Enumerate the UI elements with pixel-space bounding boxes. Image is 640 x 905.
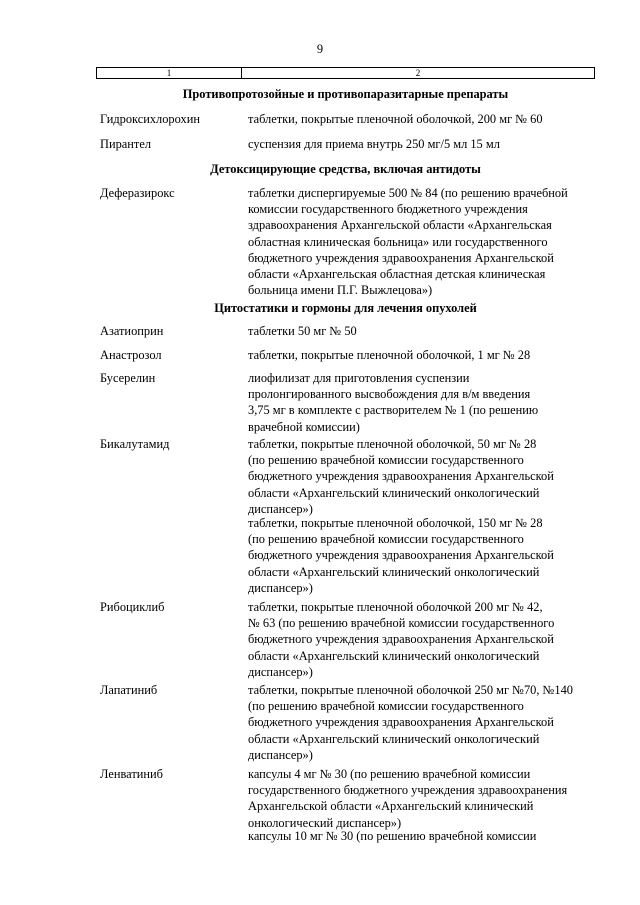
page-number: 9 [316, 42, 324, 56]
description-line: (по решению врачебной комиссии государственного [248, 453, 524, 468]
column-header-1: 1 [97, 68, 242, 78]
description-line: таблетки, покрытые пленочной оболочкой 250 мг №70, №140 [248, 683, 573, 697]
drug-description [248, 347, 600, 363]
description-line: области «Архангельский клинический онкологический [248, 731, 540, 746]
description-line: капсулы 10 мг № 30 (по решению врачебной комиссии [248, 829, 537, 843]
description-line: области «Архангельский клинический онкологический [248, 648, 540, 663]
drug-description [248, 599, 600, 680]
description-line: таблетки 50 мг № 50 [248, 324, 357, 338]
description-line: таблетки, покрытые пленочной оболочкой, 50 мг № 28 [248, 437, 537, 451]
description-line: суспензия для приема внутрь 250 мг/5 мл 15 мл [248, 137, 500, 151]
drug-description [248, 136, 600, 152]
description-line: 3,75 мг в комплекте с растворителем № 1 (по решению [248, 403, 539, 418]
drug-name: Гидроксихлорохин [100, 112, 200, 126]
description-line: комиссии государственного бюджетного учреждения [248, 202, 528, 217]
description-line: бюджетного учреждения здравоохранения Архангельской [248, 632, 554, 647]
drug-description [248, 323, 600, 339]
drug-name: Азатиоприн [100, 324, 164, 338]
section-heading-cytostatics: Цитостатики и гормоны для лечения опухолей [214, 301, 477, 315]
drug-description [248, 828, 600, 844]
drug-description [248, 515, 600, 596]
description-line: таблетки, покрытые пленочной оболочкой, 1 мг № 28 [248, 348, 531, 362]
description-line: бюджетного учреждения здравоохранения Архангельской [248, 548, 554, 563]
description-line: государственного бюджетного учреждения здравоохранения [248, 783, 568, 798]
description-line: области «Архангельская областная детская клиническая [248, 267, 546, 282]
drug-name: Лапатиниб [100, 683, 158, 697]
description-line: диспансер») [248, 664, 313, 679]
description-line: таблетки диспергируемые 500 № 84 (по решению врачебной [248, 186, 568, 200]
drug-name: Бикалутамид [100, 437, 170, 451]
description-line: больница имени П.Г. Выжлецова») [248, 283, 433, 298]
drug-name: Ленватиниб [100, 767, 163, 781]
description-line: областная клиническая больница» или государственного [248, 234, 548, 249]
drug-description [248, 436, 600, 517]
description-line: таблетки, покрытые пленочной оболочкой, 200 мг № 60 [248, 112, 543, 126]
section-heading-detoxifying: Детоксицирующие средства, включая антидоты [210, 162, 481, 176]
description-line: № 63 (по решению врачебной комиссии государственного [248, 616, 555, 631]
description-line: таблетки, покрытые пленочной оболочкой, 150 мг № 28 [248, 516, 543, 530]
drug-description [248, 185, 600, 298]
column-header-table [96, 67, 595, 79]
section-heading-antiprotozoal: Противопротозойные и противопаразитарные препараты [182, 87, 509, 101]
drug-name: Анастрозол [100, 348, 162, 362]
description-line: здравоохранения Архангельской области «Архангельская [248, 218, 552, 233]
description-line: области «Архангельский клинический онкологический [248, 564, 540, 579]
description-line: онкологический диспансер») [248, 815, 402, 830]
description-line: области «Архангельский клинический онкологический [248, 485, 540, 500]
drug-description [248, 370, 600, 435]
drug-description [248, 111, 600, 127]
description-line: таблетки, покрытые пленочной оболочкой 200 мг № 42, [248, 600, 543, 614]
drug-name: Бусерелин [100, 371, 156, 385]
description-line: бюджетного учреждения здравоохранения Архангельской [248, 250, 554, 265]
drug-name: Рибоциклиб [100, 600, 165, 614]
description-line: диспансер») [248, 501, 313, 516]
description-line: пролонгированного высвобождения для в/м введения [248, 387, 531, 402]
description-line: (по решению врачебной комиссии государственного [248, 532, 524, 547]
description-line: Архангельской области «Архангельский клинический [248, 799, 534, 814]
description-line: капсулы 4 мг № 30 (по решению врачебной комиссии [248, 767, 531, 781]
drug-name: Деферазирокс [100, 186, 175, 200]
description-line: лиофилизат для приготовления суспензии [248, 371, 470, 385]
description-line: бюджетного учреждения здравоохранения Архангельской [248, 715, 554, 730]
description-line: врачебной комиссии) [248, 419, 360, 434]
description-line: диспансер») [248, 747, 313, 762]
description-line: (по решению врачебной комиссии государственного [248, 699, 524, 714]
drug-name: Пирантел [100, 137, 152, 151]
description-line: бюджетного учреждения здравоохранения Архангельской [248, 469, 554, 484]
drug-description [248, 682, 600, 763]
description-line: диспансер») [248, 580, 313, 595]
column-header-2: 2 [415, 68, 421, 78]
drug-description [248, 766, 600, 831]
